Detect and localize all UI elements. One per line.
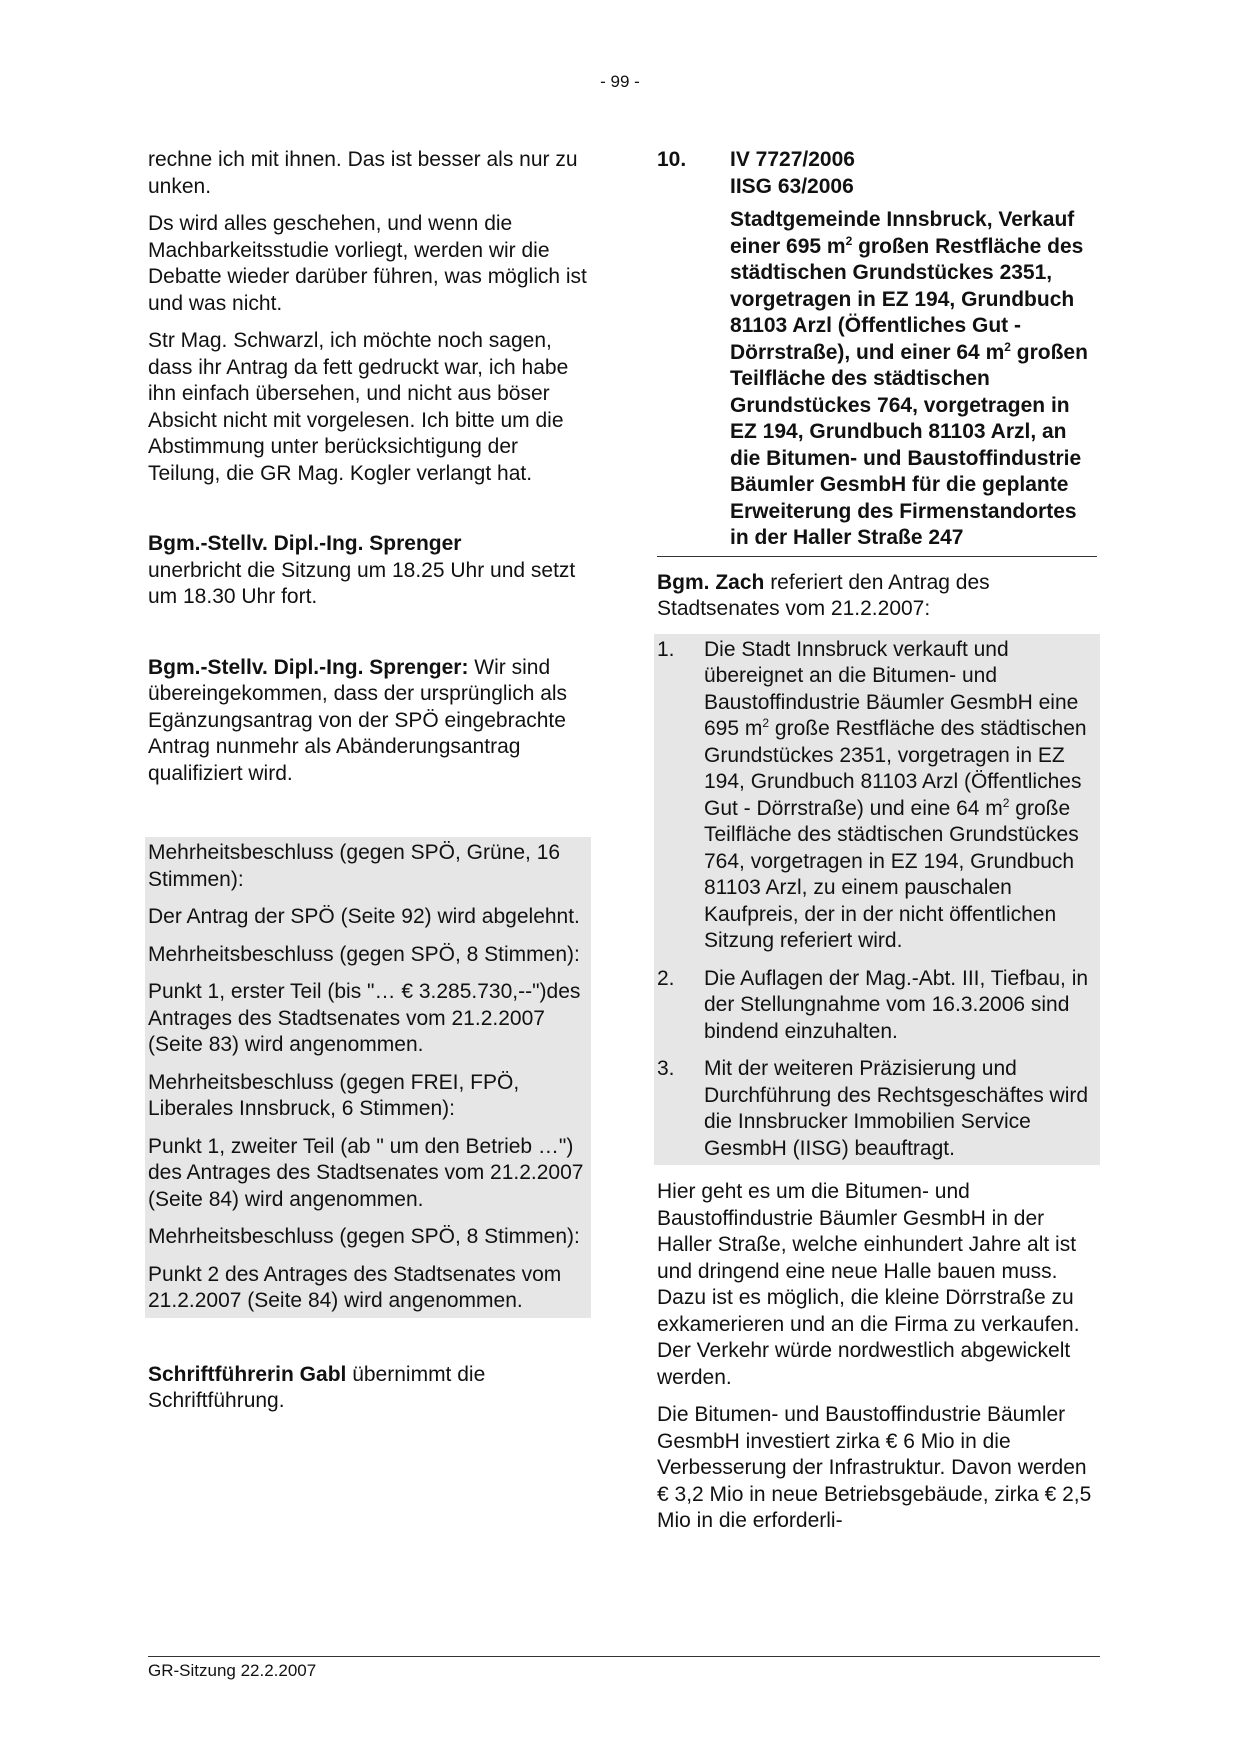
page-number: - 99 - [600, 72, 640, 91]
agenda-item-number: 10. [657, 148, 687, 171]
list-item-number: 1. [657, 637, 675, 661]
list-item-text: Mit der weiteren Präzisierung und Durchführung des Rechtsgeschäftes wird die Innsbrucker Immobilien Service GesmbH (IISG) beauftragt. [704, 1057, 1089, 1160]
motion-box [654, 634, 1100, 1166]
right-column [657, 147, 1097, 1546]
list-item-number: 3. [657, 1057, 675, 1080]
speaker-name: Bgm.-Stellv. Dipl.-Ing. Sprenger [148, 532, 462, 555]
speaker-paragraph [148, 655, 588, 788]
reference-number: IISG 63/2006 [730, 174, 854, 198]
paragraph: Ds wird alles geschehen, und wenn die Machbarkeitsstudie vorliegt, werden wir die Debatte wieder darüber führen, was möglich ist und was nicht. [148, 212, 587, 315]
speaker-name: Bgm.-Stellv. Dipl.-Ing. Sprenger: [148, 655, 469, 679]
speaker-text: übernimmt die Schriftführung. [148, 1362, 486, 1412]
paragraph: Die Bitumen- und Baustoffindustrie Bäumler GesmbH investiert zirka € 6 Mio in die Verbesserung der Infrastruktur. Davon werden € 3,2 Mio in neue Betriebsgebäude, zirka € 2,5 Mio in die erforderli- [657, 1403, 1092, 1532]
list-item [657, 637, 1097, 955]
resolution-line: Punkt 2 des Antrages des Stadtsenates vom 21.2.2007 (Seite 84) wird angenommen. [148, 1262, 562, 1312]
motion-list [657, 637, 1097, 1163]
resolution-line: Der Antrag der SPÖ (Seite 92) wird abgelehnt. [148, 905, 580, 928]
footer-text: GR-Sitzung 22.2.2007 [148, 1661, 317, 1680]
speaker-text: referiert den Antrag des Stadtsenates vom 21.2.2007: [657, 570, 990, 620]
resolution-box [145, 837, 591, 1318]
list-item [657, 1056, 1097, 1162]
resolution-line: Mehrheitsbeschluss (gegen SPÖ, Grüne, 16 Stimmen): [148, 841, 561, 891]
list-item-text: Die Auflagen der Mag.-Abt. III, Tiefbau, in der Stellungnahme vom 16.3.2006 sind bindend einzuhalten. [704, 966, 1089, 1043]
footer-divider [148, 1656, 1100, 1657]
list-item [657, 966, 1097, 1046]
resolution-line: Punkt 1, zweiter Teil (ab " um den Betrieb …") des Antrages des Stadtsenates vom 21.2.2007 (Seite 84) wird angenommen. [148, 1134, 584, 1211]
paragraph: Hier geht es um die Bitumen- und Baustoffindustrie Bäumler GesmbH in der Haller Straße, welche einhundert Jahre alt ist und dringend eine neue Halle bauen muss. Dazu ist es möglich, die kleine Dörrstraße zu exkamerieren und an die Firma zu verkaufen. Der Verkehr würde nordwestlich abgewickelt werden. [657, 1180, 1080, 1389]
speaker-text: unerbricht die Sitzung um 18.25 Uhr und setzt um 18.30 Uhr fort. [148, 558, 576, 608]
speaker-name: Bgm. Zach [657, 570, 765, 594]
agenda-item-header [657, 147, 1097, 552]
resolution-line: Punkt 1, erster Teil (bis "… € 3.285.730,--")des Antrages des Stadtsenates vom 21.2.2007 (Seite 83) wird angenommen. [148, 980, 581, 1056]
speaker-paragraph [148, 1362, 588, 1415]
paragraph: rechne ich mit ihnen. Das ist besser als nur zu unken. [148, 148, 578, 198]
speaker-name: Schriftführerin Gabl [148, 1362, 347, 1386]
list-item-number: 2. [657, 966, 675, 990]
resolution-line: Mehrheitsbeschluss (gegen FREI, FPÖ, Liberales Innsbruck, 6 Stimmen): [148, 1070, 520, 1120]
speaker-paragraph [657, 556, 1097, 623]
reference-number: IV 7727/2006 [730, 148, 855, 171]
resolution-line: Mehrheitsbeschluss (gegen SPÖ, 8 Stimmen): [148, 942, 580, 966]
resolution-line: Mehrheitsbeschluss (gegen SPÖ, 8 Stimmen): [148, 1225, 580, 1248]
left-column [148, 147, 588, 1426]
list-item-text: Die Stadt Innsbruck verkauft und übereignet an die Bitumen- und Baustoffindustrie Bäumler GesmbH eine 695 $m^2$ große Restfläche des städtischen Grundstückes 2351, vorgetragen in EZ 194, Grundbuch 81103 Arzl (Öffentliches Gut - Dörrstraße) und eine 64 $m^2$ große Teilfläche des städtischen Grundstückes 764, vorgetragen in EZ 194, Grundbuch 81103 Arzl, zu einem pauschalen Kaufpreis, der in der nicht öffentlichen Sitzung referiert wird. [704, 637, 1087, 952]
agenda-item-title: Stadtgemeinde Innsbruck, Verkauf einer 695 $m^2$ großen Restfläche des städtischen Grundstückes 2351, vorgetragen in EZ 194, Grundbuch 81103 Arzl (Öffentliches Gut - Dörrstraße), und einer 64 $m^2$ großen Teilfläche des städtischen Grundstückes 764, vorgetragen in EZ 194, Grundbuch 81103 Arzl, an die Bitumen- und Baustoffindustrie Bäumler GesmbH für die geplante Erweiterung des Firmenstandortes in der Haller Straße 247 [730, 208, 1088, 549]
speaker-paragraph [148, 531, 588, 611]
paragraph: Str Mag. Schwarzl, ich möchte noch sagen, dass ihr Antrag da fett gedruckt war, ich habe ihn einfach übersehen, und nicht aus böser Absicht nicht mit vorgelesen. Ich bitte um die Abstimmung unter berücksichtigung der Teilung, die GR Mag. Kogler verlangt hat. [148, 329, 569, 485]
speaker-text: Wir sind übereingekommen, dass der ursprünglich als Egänzungsantrag von der SPÖ eingebrachte Antrag nunmehr als Abänderungsantrag qualifiziert wird. [148, 655, 568, 785]
